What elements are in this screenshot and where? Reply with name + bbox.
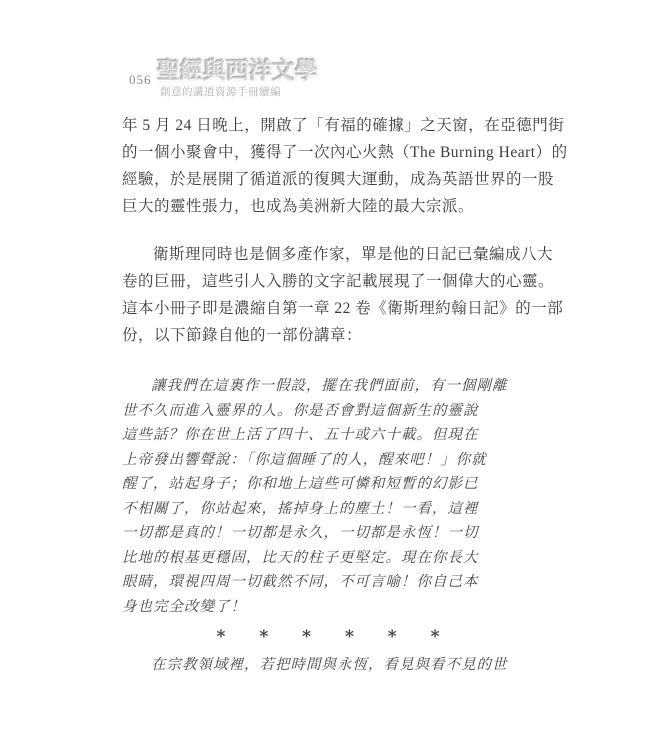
text-line: 的一個小聚會中，獲得了一次內心火熱（The Burning Heart）的: [122, 144, 568, 161]
excerpt-line: 不相關了，你站起來，搖掉身上的塵土！一看，這裡: [122, 500, 479, 517]
page-header: [0, 52, 650, 112]
book-title: 聖經與西洋文學: [157, 58, 318, 83]
text-line: 這本小冊子即是濃縮自第一章 22 卷《衛斯理約翰日記》的一部: [122, 300, 564, 317]
excerpt-line: 這些話？你在世上活了四十、五十或六十載。但現在: [122, 427, 479, 443]
excerpt-line: 一切都是真的！一切都是永久，一切都是永恆！一切: [122, 525, 479, 541]
excerpt-line: 眼睛，環視四周一切截然不同，不可言喻！你自己本: [122, 574, 479, 590]
paragraph-1: [122, 112, 568, 220]
text-line: 巨大的靈性張力，也成為美洲新大陸的最大宗派。: [122, 198, 475, 215]
text-line: 衛斯理同時也是個多產作家，單是他的日記已彙編成八大: [153, 246, 554, 263]
excerpt-line: 醒了，站起身子；你和地上這些可憐和短暫的幻影已: [122, 476, 479, 492]
excerpt-line: 世不久而進入靈界的人。你是否會對這個新生的靈說: [122, 402, 479, 419]
text-line: 年 5 月 24 日晚上，開啟了「有福的確據」之天窗，在亞德門街: [122, 117, 565, 134]
text-line: 卷的巨冊，這些引人入勝的文字記載展現了一個偉大的心靈。: [122, 273, 555, 290]
excerpt-line: 在宗教領域裡，若把時間與永恆，看見與看不見的世: [151, 657, 508, 673]
text-line: 份，以下節錄自他的一部份講章：: [122, 327, 363, 344]
excerpt-line: 上帝發出響聲說：「你這個睡了的人，醒來吧！」你就: [122, 451, 487, 468]
page-number: 056: [129, 72, 152, 87]
excerpt-line: 身也完全改變了！: [122, 598, 246, 615]
page-body: [122, 112, 568, 678]
excerpt-line: 讓我們在這裏作一假設，擺在我們面前，有一個剛離: [151, 378, 508, 394]
sermon-excerpt: [122, 374, 534, 678]
paragraph-2: [122, 241, 564, 349]
excerpt-line: 比地的根基更穩固，比天的柱子更堅定。現在你長大: [122, 549, 479, 566]
text-line: 經驗，於是展開了循道派的復興大運動，成為英語世界的一股: [122, 171, 555, 188]
asterisk-separator: * * * * * *: [216, 627, 440, 647]
book-subtitle: 創意的講道資源手冊續編: [160, 87, 281, 98]
